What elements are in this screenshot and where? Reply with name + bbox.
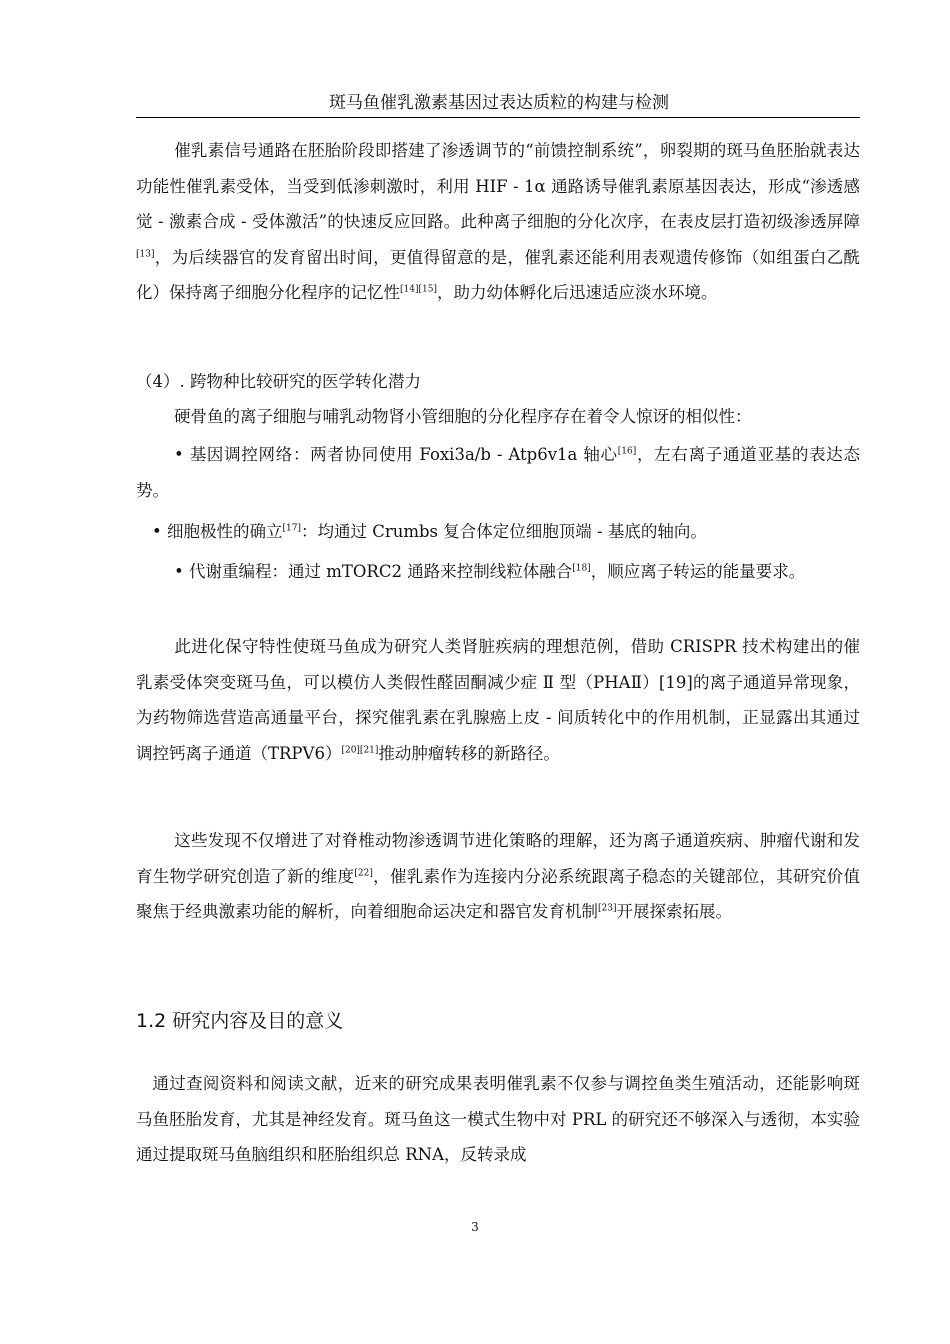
running-header-title: 斑马鱼催乳激素基因过表达质粒的构建与检测 — [329, 93, 669, 113]
paragraph-text: ，为后续器官的发育留出时间，更值得留意的是，催乳素还能利用表观遗传修饰（如组蛋白乙酰化）保持离子细胞分化程序的记忆性 — [136, 247, 860, 302]
page-number: 3 — [471, 1220, 479, 1234]
bullet-text: ，顺应离子转运的能量要求。 — [590, 562, 806, 581]
paragraph-research-content — [136, 1066, 860, 1173]
bullet-text: ：均通过 Crumbs 复合体定位细胞顶端 - 基底的轴向。 — [300, 522, 707, 541]
paragraph-text: 通过查阅资料和阅读文献，近来的研究成果表明催乳素不仅参与调控鱼类生殖活动，还能影响斑马鱼胚胎发育，尤其是神经发育。斑马鱼这一模式生物中对 PRL 的研究还不够深入与透彻，本实验通过提取斑马鱼脑组织和胚胎组织总 RNA，反转录成 — [136, 1074, 860, 1164]
citation: [22] — [354, 868, 373, 878]
paragraph-text: ，催乳素作为连接内分泌系统跟离子稳态的关键部位，其研究价值聚焦于经典激素功能的解析，向着细胞命运决定和器官发育机制 — [136, 866, 861, 921]
citation: [16] — [617, 446, 637, 457]
paragraph-osmoregulation — [136, 133, 860, 311]
paragraph-text: 开展探索拓展。 — [616, 902, 732, 921]
header-rule — [136, 117, 860, 118]
paragraph-text: 推动肿瘤转移的新路径。 — [378, 743, 560, 763]
citation: [14][15] — [400, 284, 437, 295]
citation: [17] — [282, 523, 301, 534]
paragraph-text: 这些发现不仅增进了对脊椎动物渗透调节进化策略的理解，还为离子通道疾病、肿瘤代谢和发育生物学研究创造了新的维度 — [136, 831, 860, 886]
bullet-text: ，左右离子通道亚基的表达态势。 — [136, 445, 861, 500]
paragraph-similarity — [136, 399, 860, 435]
bullet-cell-polarity — [136, 514, 860, 550]
citation: [20][21] — [341, 745, 379, 755]
citation: [23] — [598, 903, 617, 914]
bullet-text: • 基因调控网络：两者协同使用 Foxi3a/b - Atp6v1a 轴心 — [174, 445, 618, 464]
paragraph-significance — [136, 823, 860, 930]
section-heading: 1.2 研究内容及目的意义 — [136, 1010, 344, 1032]
bullet-text: • 细胞极性的确立 — [152, 522, 283, 541]
citation: [13] — [136, 249, 155, 259]
paragraph-text: 催乳素信号通路在胚胎阶段即搭建了渗透调节的“前馈控制系统”，卵裂期的斑马鱼胚胎就表达功能性催乳素受体，当受到低渗刺激时，利用 HIF - 1α 通路诱导催乳素原基因表达，形成“渗透感觉 - 激素合成 - 受体激活”的快速反应回路。此种离子细胞的分化次序，在表皮层打造初级渗透屏障 — [136, 141, 860, 231]
citation: [18] — [572, 563, 591, 574]
paragraph-text: 此进化保守特性使斑马鱼成为研究人类肾脏疾病的理想范例，借助 CRISPR 技术构建出的催乳素受体突变斑马鱼，可以模仿人类假性醛固酮减少症 Ⅱ 型（PHAⅡ）[19]的离子通道异常现象，为药物筛选营造高通量平台，探究催乳素在乳腺癌上皮 - 间质转化中的作用机制，正显露出其通过调控钙离子通道（TRPV6） — [136, 637, 860, 763]
bullet-gene-network — [136, 437, 860, 508]
bullet-metabolism — [136, 554, 860, 590]
subheading-text: （4）. 跨物种比较研究的医学转化潜力 — [136, 372, 421, 391]
paragraph-model-organism — [136, 629, 860, 771]
paragraph-text: ，助力幼体孵化后迅速适应淡水环境。 — [436, 283, 718, 302]
subheading-cross-species — [136, 364, 860, 400]
paragraph-text: 硬骨鱼的离子细胞与哺乳动物肾小管细胞的分化程序存在着令人惊讶的相似性： — [174, 407, 752, 426]
bullet-text: • 代谢重编程：通过 mTORC2 通路来控制线粒体融合 — [174, 562, 573, 581]
